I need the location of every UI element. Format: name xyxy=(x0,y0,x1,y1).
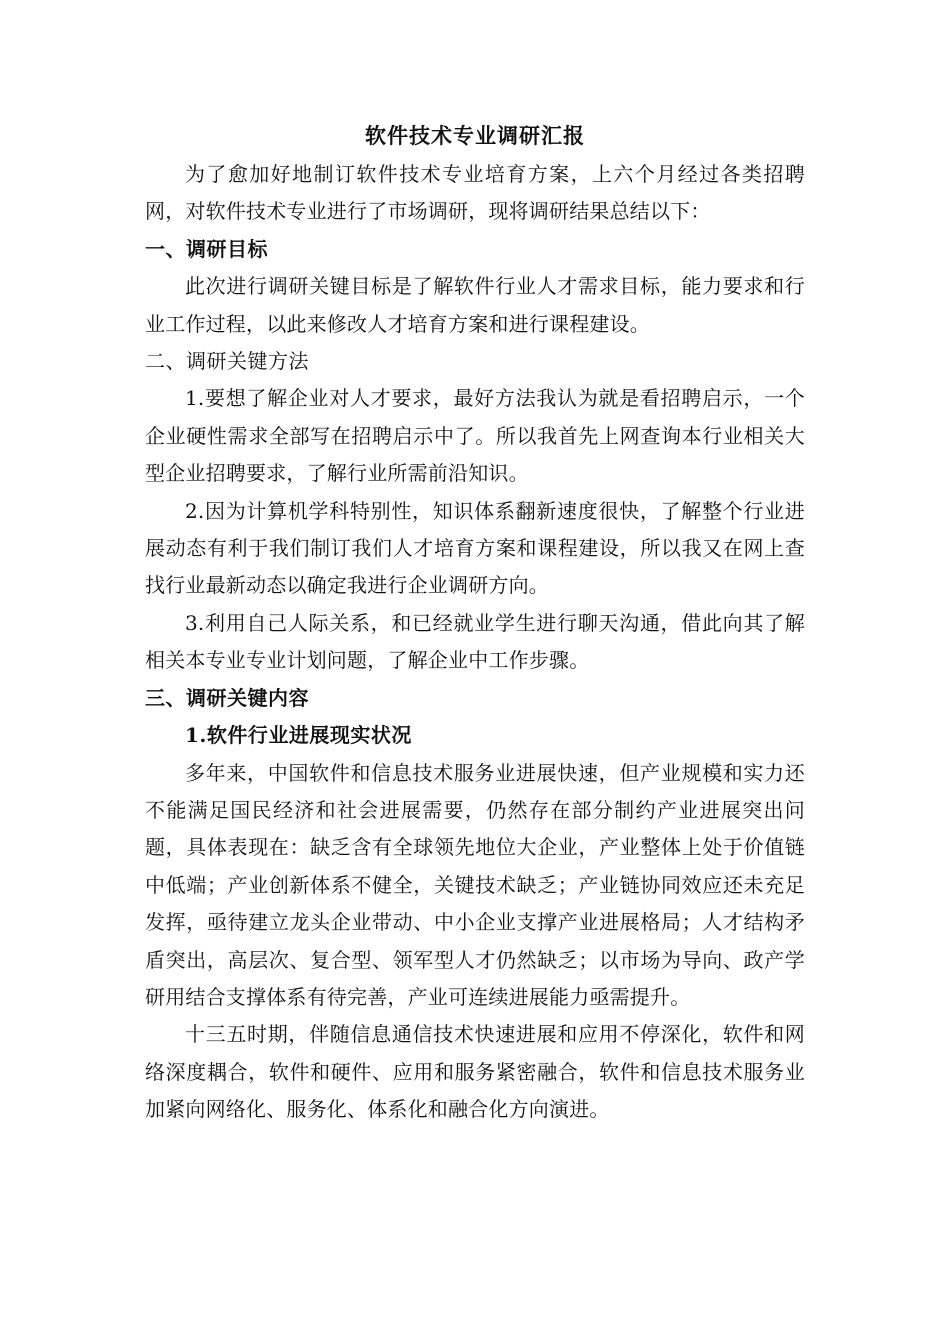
section-3-paragraph-1: 多年来，中国软件和信息技术服务业进展快速，但产业规模和实力还不能满足国民经济和社会进展需要，仍然存在部分制约产业进展突出问题，具体表现在：缺乏含有全球领先地位大企业，产业整体上处于价值链中低端；产业创新体系不健全，关键技术缺乏；产业链协同效应还未充足发挥，亟待建立龙头企业带动、中小企业支撑产业进展格局；人才结构矛盾突出，高层次、复合型、领军型人才仍然缺乏；以市场为导向、政产学研用结合支撑体系有待完善，产业可连续进展能力亟需提升。 xyxy=(145,760,805,1009)
section-2-item-3: 3.利用自己人际关系，和已经就业学生进行聊天沟通，借此向其了解相关本专业专业计划问题，了解企业中工作步骤。 xyxy=(145,610,805,673)
section-2-item-2: 2.因为计算机学科特别性，知识体系翻新速度很快，了解整个行业进展动态有利于我们制订我们人才培育方案和课程建设，所以我又在网上查找行业最新动态以确定我进行企业调研方向。 xyxy=(145,498,805,598)
document-title: 软件技术专业调研汇报 xyxy=(365,123,585,148)
section-3-paragraph-2: 十三五时期，伴随信息通信技术快速进展和应用不停深化，软件和网络深度耦合，软件和硬件、应用和服务紧密融合，软件和信息技术服务业加紧向网络化、服务化、体系化和融合化方向演进。 xyxy=(145,1022,805,1122)
section-3-subheading: 1.软件行业进展现实状况 xyxy=(185,723,412,748)
section-1-heading: 一、调研目标 xyxy=(145,236,268,261)
section-2-heading: 二、调研关键方法 xyxy=(145,349,309,374)
intro-paragraph: 为了愈加好地制订软件技术专业培育方案，上六个月经过各类招聘网，对软件技术专业进行了市场调研，现将调研结果总结以下： xyxy=(145,162,805,224)
section-1-paragraph: 此次进行调研关键目标是了解软件行业人才需求目标，能力要求和行业工作过程，以此来修改人才培育方案和进行课程建设。 xyxy=(145,274,805,336)
section-3-heading: 三、调研关键内容 xyxy=(145,685,309,710)
document-body xyxy=(145,116,805,1129)
section-2-item-1: 1.要想了解企业对人才要求，最好方法我认为就是看招聘启示，一个企业硬性需求全部写在招聘启示中了。所以我首先上网查询本行业相关大型企业招聘要求，了解行业所需前沿知识。 xyxy=(145,386,805,486)
